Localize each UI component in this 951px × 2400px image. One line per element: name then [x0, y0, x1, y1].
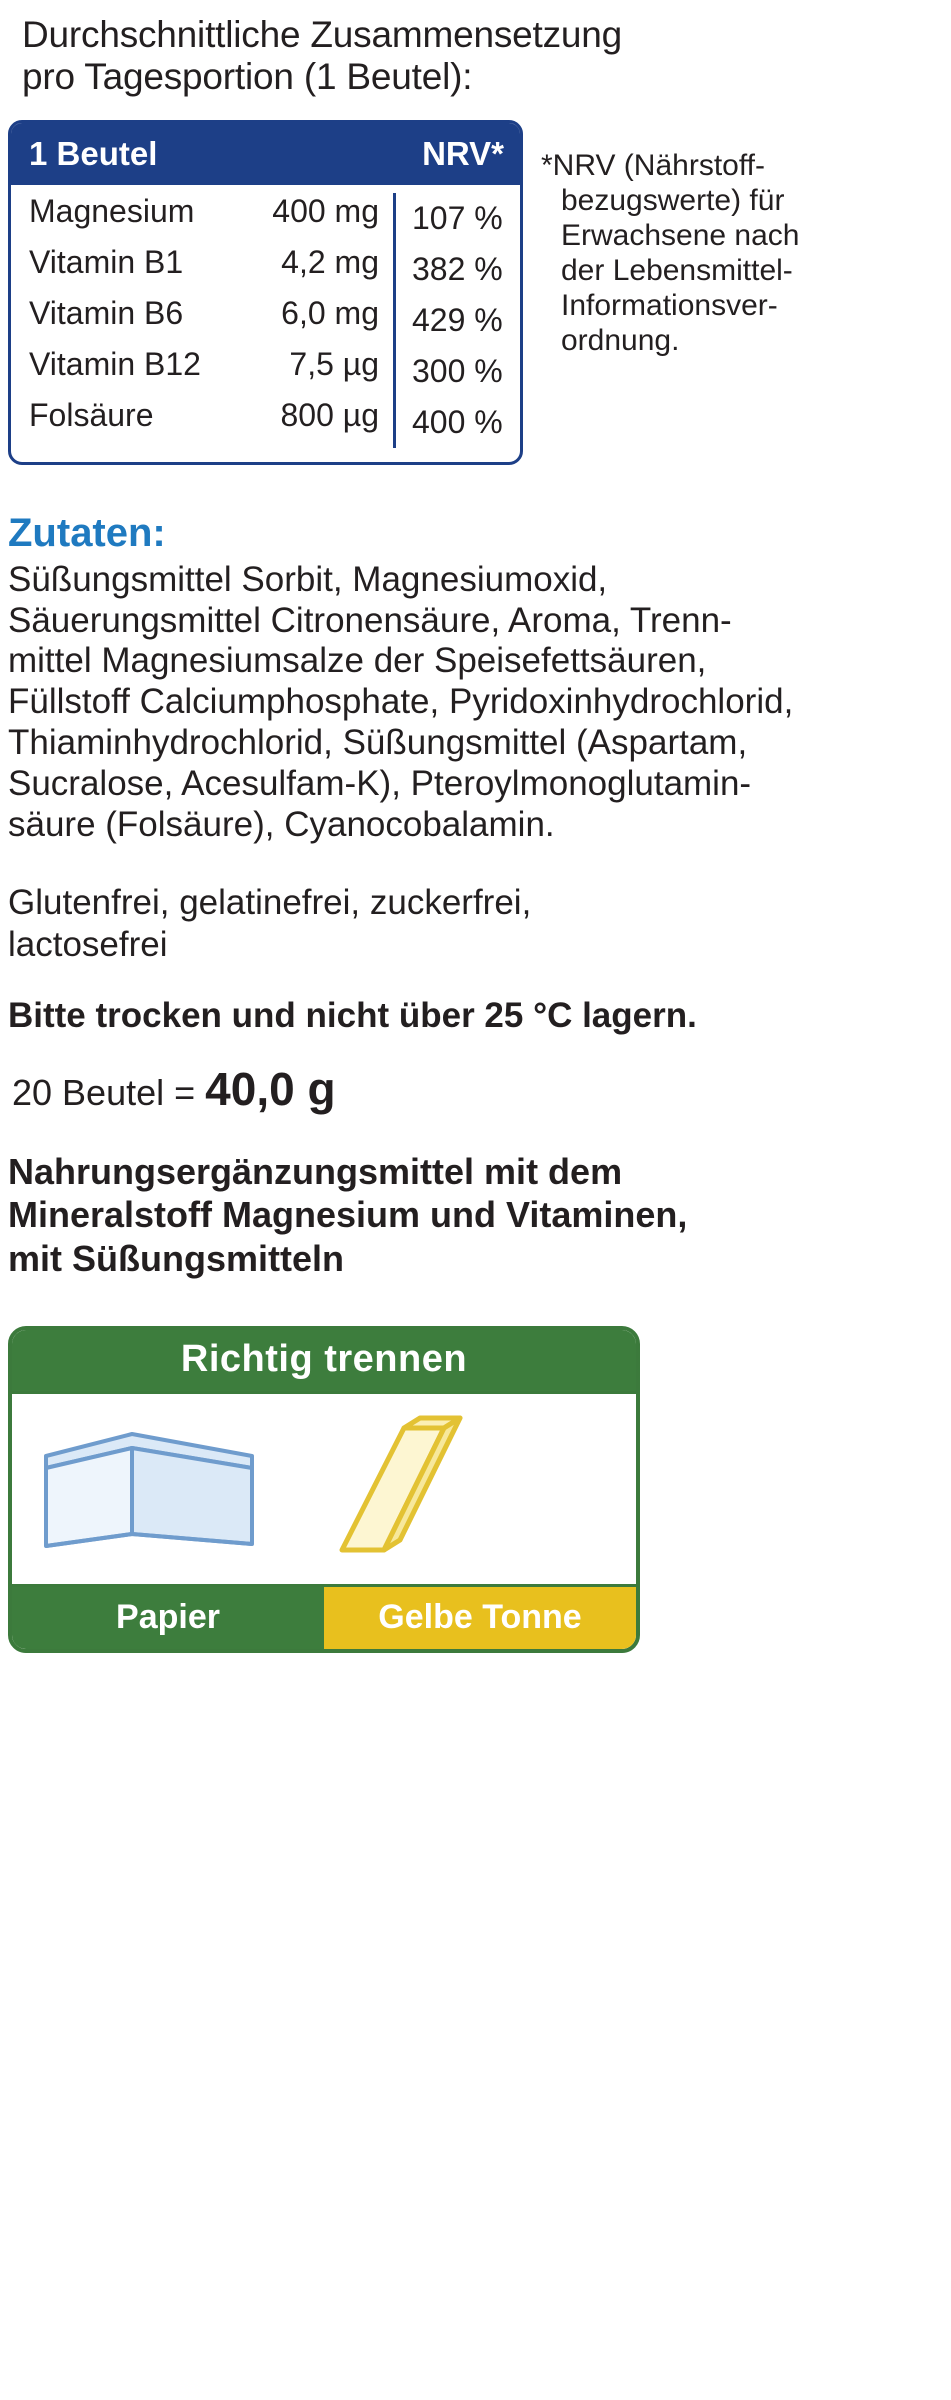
recycling-illustration — [12, 1391, 636, 1587]
net-weight-value: 40,0 g — [205, 1063, 336, 1116]
table-row — [11, 193, 520, 244]
nutrient-nrv: 382 % — [393, 244, 520, 295]
header-portion-label: 1 Beutel — [29, 134, 158, 172]
nutrient-amount: 400 mg — [272, 192, 379, 229]
net-weight-prefix: 20 Beutel = — [12, 1072, 206, 1114]
nutrient-name: Vitamin B1 — [29, 243, 184, 280]
nutrient-name: Vitamin B12 — [29, 345, 201, 382]
nutrition-table-body — [11, 185, 520, 462]
nrv-footnote-line: Erwachsene nach — [561, 218, 800, 252]
sachet-icon — [342, 1418, 460, 1550]
ingredients-line: mittel Magnesiumsalze der Speisefettsäuren, — [8, 641, 707, 681]
nutrient-amount: 4,2 mg — [281, 243, 379, 280]
recycling-box — [8, 1326, 640, 1653]
free-from-text — [0, 846, 951, 966]
recycling-title: Richtig trennen — [12, 1330, 636, 1391]
nutrient-nrv: 300 % — [393, 346, 520, 397]
nutrition-table — [8, 120, 523, 465]
nrv-footnote-line: *NRV (Nährstoff- — [541, 148, 765, 182]
ingredients-line: Thiaminhydrochlorid, Süßungsmittel (Aspartam, — [8, 723, 748, 763]
ingredients-title: Zutaten: — [8, 510, 166, 555]
nutrient-name: Vitamin B6 — [29, 294, 184, 331]
product-claim-line: Mineralstoff Magnesium und Vitaminen, — [8, 1194, 688, 1236]
table-row — [11, 295, 520, 346]
ingredients-line: Sucralose, Acesulfam-K), Pteroylmonoglutamin- — [8, 764, 752, 804]
recycling-icons-svg — [12, 1394, 636, 1578]
table-row — [11, 244, 520, 295]
recycling-label-yellow-bin: Gelbe Tonne — [324, 1587, 636, 1649]
nrv-footnote-line: der Lebensmittel- — [561, 253, 793, 287]
intro-text — [0, 0, 951, 98]
product-claim — [0, 1116, 951, 1280]
nutrient-name: Folsäure — [29, 396, 154, 433]
table-row — [11, 397, 520, 448]
recycling-labels — [12, 1587, 636, 1649]
ingredients-line: Süßungsmittel Sorbit, Magnesiumoxid, — [8, 559, 608, 599]
nutrition-section — [0, 120, 951, 465]
free-from-line: lactosefrei — [8, 925, 168, 965]
table-row — [11, 346, 520, 397]
nutrient-amount: 800 µg — [280, 396, 379, 433]
product-claim-line: mit Süßungsmitteln — [8, 1237, 344, 1279]
nutrient-nrv: 429 % — [393, 295, 520, 346]
carton-icon — [46, 1434, 252, 1546]
nrv-footnote-line: Informationsver- — [561, 288, 778, 322]
ingredients-line: Säuerungsmittel Citronensäure, Aroma, Trenn- — [8, 600, 732, 640]
net-weight — [0, 1036, 951, 1116]
ingredients-line: säure (Folsäure), Cyanocobalamin. — [8, 805, 555, 845]
product-claim-line: Nahrungsergänzungsmittel mit dem — [8, 1151, 623, 1193]
free-from-line: Glutenfrei, gelatinefrei, zuckerfrei, — [8, 883, 532, 923]
nutrient-amount: 6,0 mg — [281, 294, 379, 331]
header-nrv-label: NRV* — [422, 134, 504, 172]
nutrient-nrv: 400 % — [393, 397, 520, 448]
nrv-footnote-line: ordnung. — [561, 324, 680, 358]
intro-line-1: Durchschnittliche Zusammensetzung — [22, 14, 623, 55]
nutrient-name: Magnesium — [29, 192, 195, 229]
recycling-label-paper: Papier — [12, 1587, 324, 1649]
storage-instruction: Bitte trocken und nicht über 25 °C lagern. — [8, 996, 697, 1036]
intro-line-2: pro Tagesportion (1 Beutel): — [22, 55, 473, 97]
ingredients-text — [0, 556, 951, 847]
nrv-footnote — [541, 120, 901, 359]
ingredients-line: Füllstoff Calciumphosphate, Pyridoxinhydrochlorid, — [8, 682, 794, 722]
nutrition-table-header — [11, 123, 520, 185]
nutrient-nrv: 107 % — [393, 193, 520, 244]
nutrient-amount: 7,5 µg — [289, 345, 379, 382]
nrv-footnote-line: bezugswerte) für — [561, 183, 785, 217]
